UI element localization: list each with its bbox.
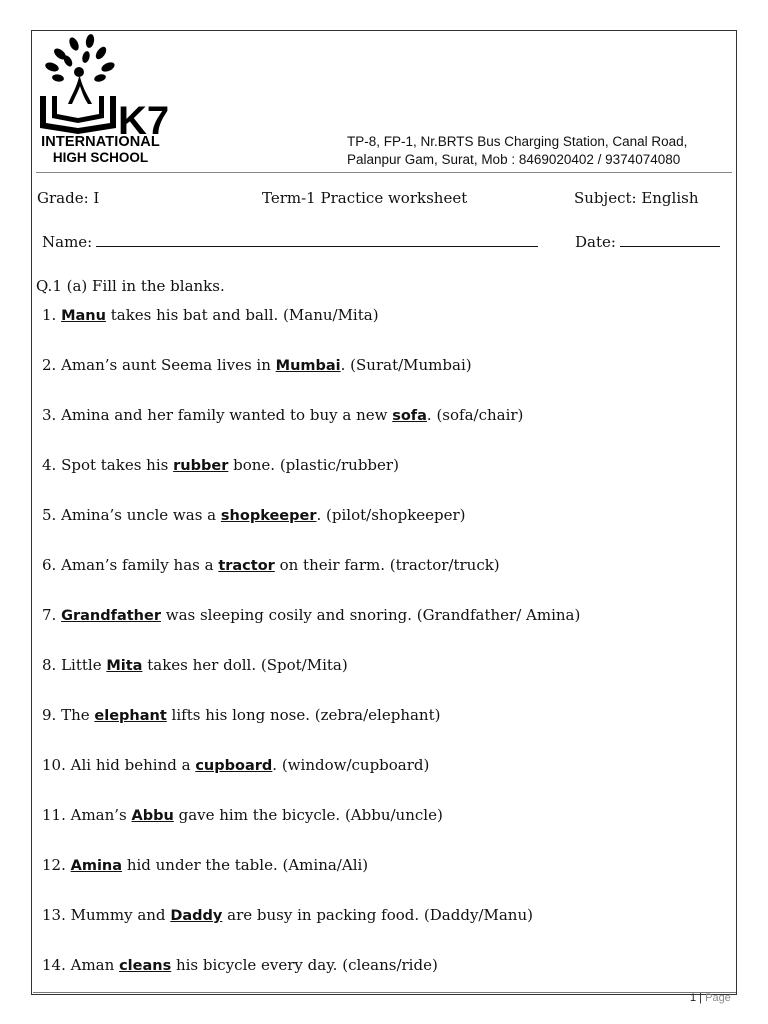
list-item: 10. Ali hid behind a cupboard. (window/cupboard) [42,756,430,774]
date-blank-line[interactable] [620,232,720,247]
list-item: 14. Aman cleans his bicycle every day. (cleans/ride) [42,956,438,974]
name-blank-line[interactable] [96,232,538,247]
answer-word: cupboard [195,758,273,774]
answer-word: cleans [119,958,172,974]
list-item: 3. Amina and her family wanted to buy a new sofa. (sofa/chair) [42,406,524,424]
school-name [38,134,163,166]
answer-word: Daddy [170,908,223,924]
worksheet-title: Term-1 Practice worksheet [262,189,468,207]
subject-label: Subject: English [574,189,699,207]
list-item: 8. Little Mita takes her doll. (Spot/Mita) [42,656,348,674]
list-item: 5. Amina’s uncle was a shopkeeper. (pilot/shopkeeper) [42,506,466,524]
answer-word: Manu [61,308,106,324]
date-field [575,232,720,251]
question-heading: Q.1 (a) Fill in the blanks. [36,277,225,295]
answer-word: Abbu [131,808,174,824]
address-line1: TP-8, FP-1, Nr.BRTS Bus Charging Station, Canal Road, [347,134,688,149]
list-item: 7. Grandfather was sleeping cosily and snoring. (Grandfather/ Amina) [42,606,581,624]
answer-word: Amina [70,858,123,874]
name-label: Name: [42,233,93,251]
logo-k7-text: K7 [118,99,170,143]
answer-word: Grandfather [61,608,161,624]
list-item: 1. Manu takes his bat and ball. (Manu/Mita) [42,306,379,324]
answer-word: elephant [94,708,167,724]
school-address [347,133,737,169]
answer-word: sofa [392,408,427,424]
header-divider [36,172,732,173]
name-field [42,232,538,251]
list-item: 9. The elephant lifts his long nose. (zebra/elephant) [42,706,441,724]
page-border-bottom-double [33,992,736,993]
page-footer [690,992,731,1004]
address-line2: Palanpur Gam, Surat, Mob : 8469020402 / 9374074080 [347,152,681,167]
page-separator: | [696,992,706,1004]
school-name-line1: INTERNATIONAL [41,134,160,150]
list-item: 11. Aman’s Abbu gave him the bicycle. (Abbu/uncle) [42,806,443,824]
answer-word: Mita [106,658,143,674]
answer-word: Mumbai [275,358,341,374]
date-label: Date: [575,233,616,251]
list-item: 6. Aman’s family has a tractor on their farm. (tractor/truck) [42,556,500,574]
list-item: 4. Spot takes his rubber bone. (plastic/rubber) [42,456,399,474]
page-label: Page [705,992,731,1004]
list-item: 2. Aman’s aunt Seema lives in Mumbai. (Surat/Mumbai) [42,356,472,374]
answer-word: rubber [173,458,229,474]
page-number: 1 [690,992,697,1004]
answer-word: tractor [218,558,275,574]
list-item: 13. Mummy and Daddy are busy in packing food. (Daddy/Manu) [42,906,533,924]
list-item: 12. Amina hid under the table. (Amina/Ali) [42,856,369,874]
grade-label: Grade: I [37,189,100,207]
school-name-line2: HIGH SCHOOL [52,150,149,165]
answer-word: shopkeeper [220,508,317,524]
